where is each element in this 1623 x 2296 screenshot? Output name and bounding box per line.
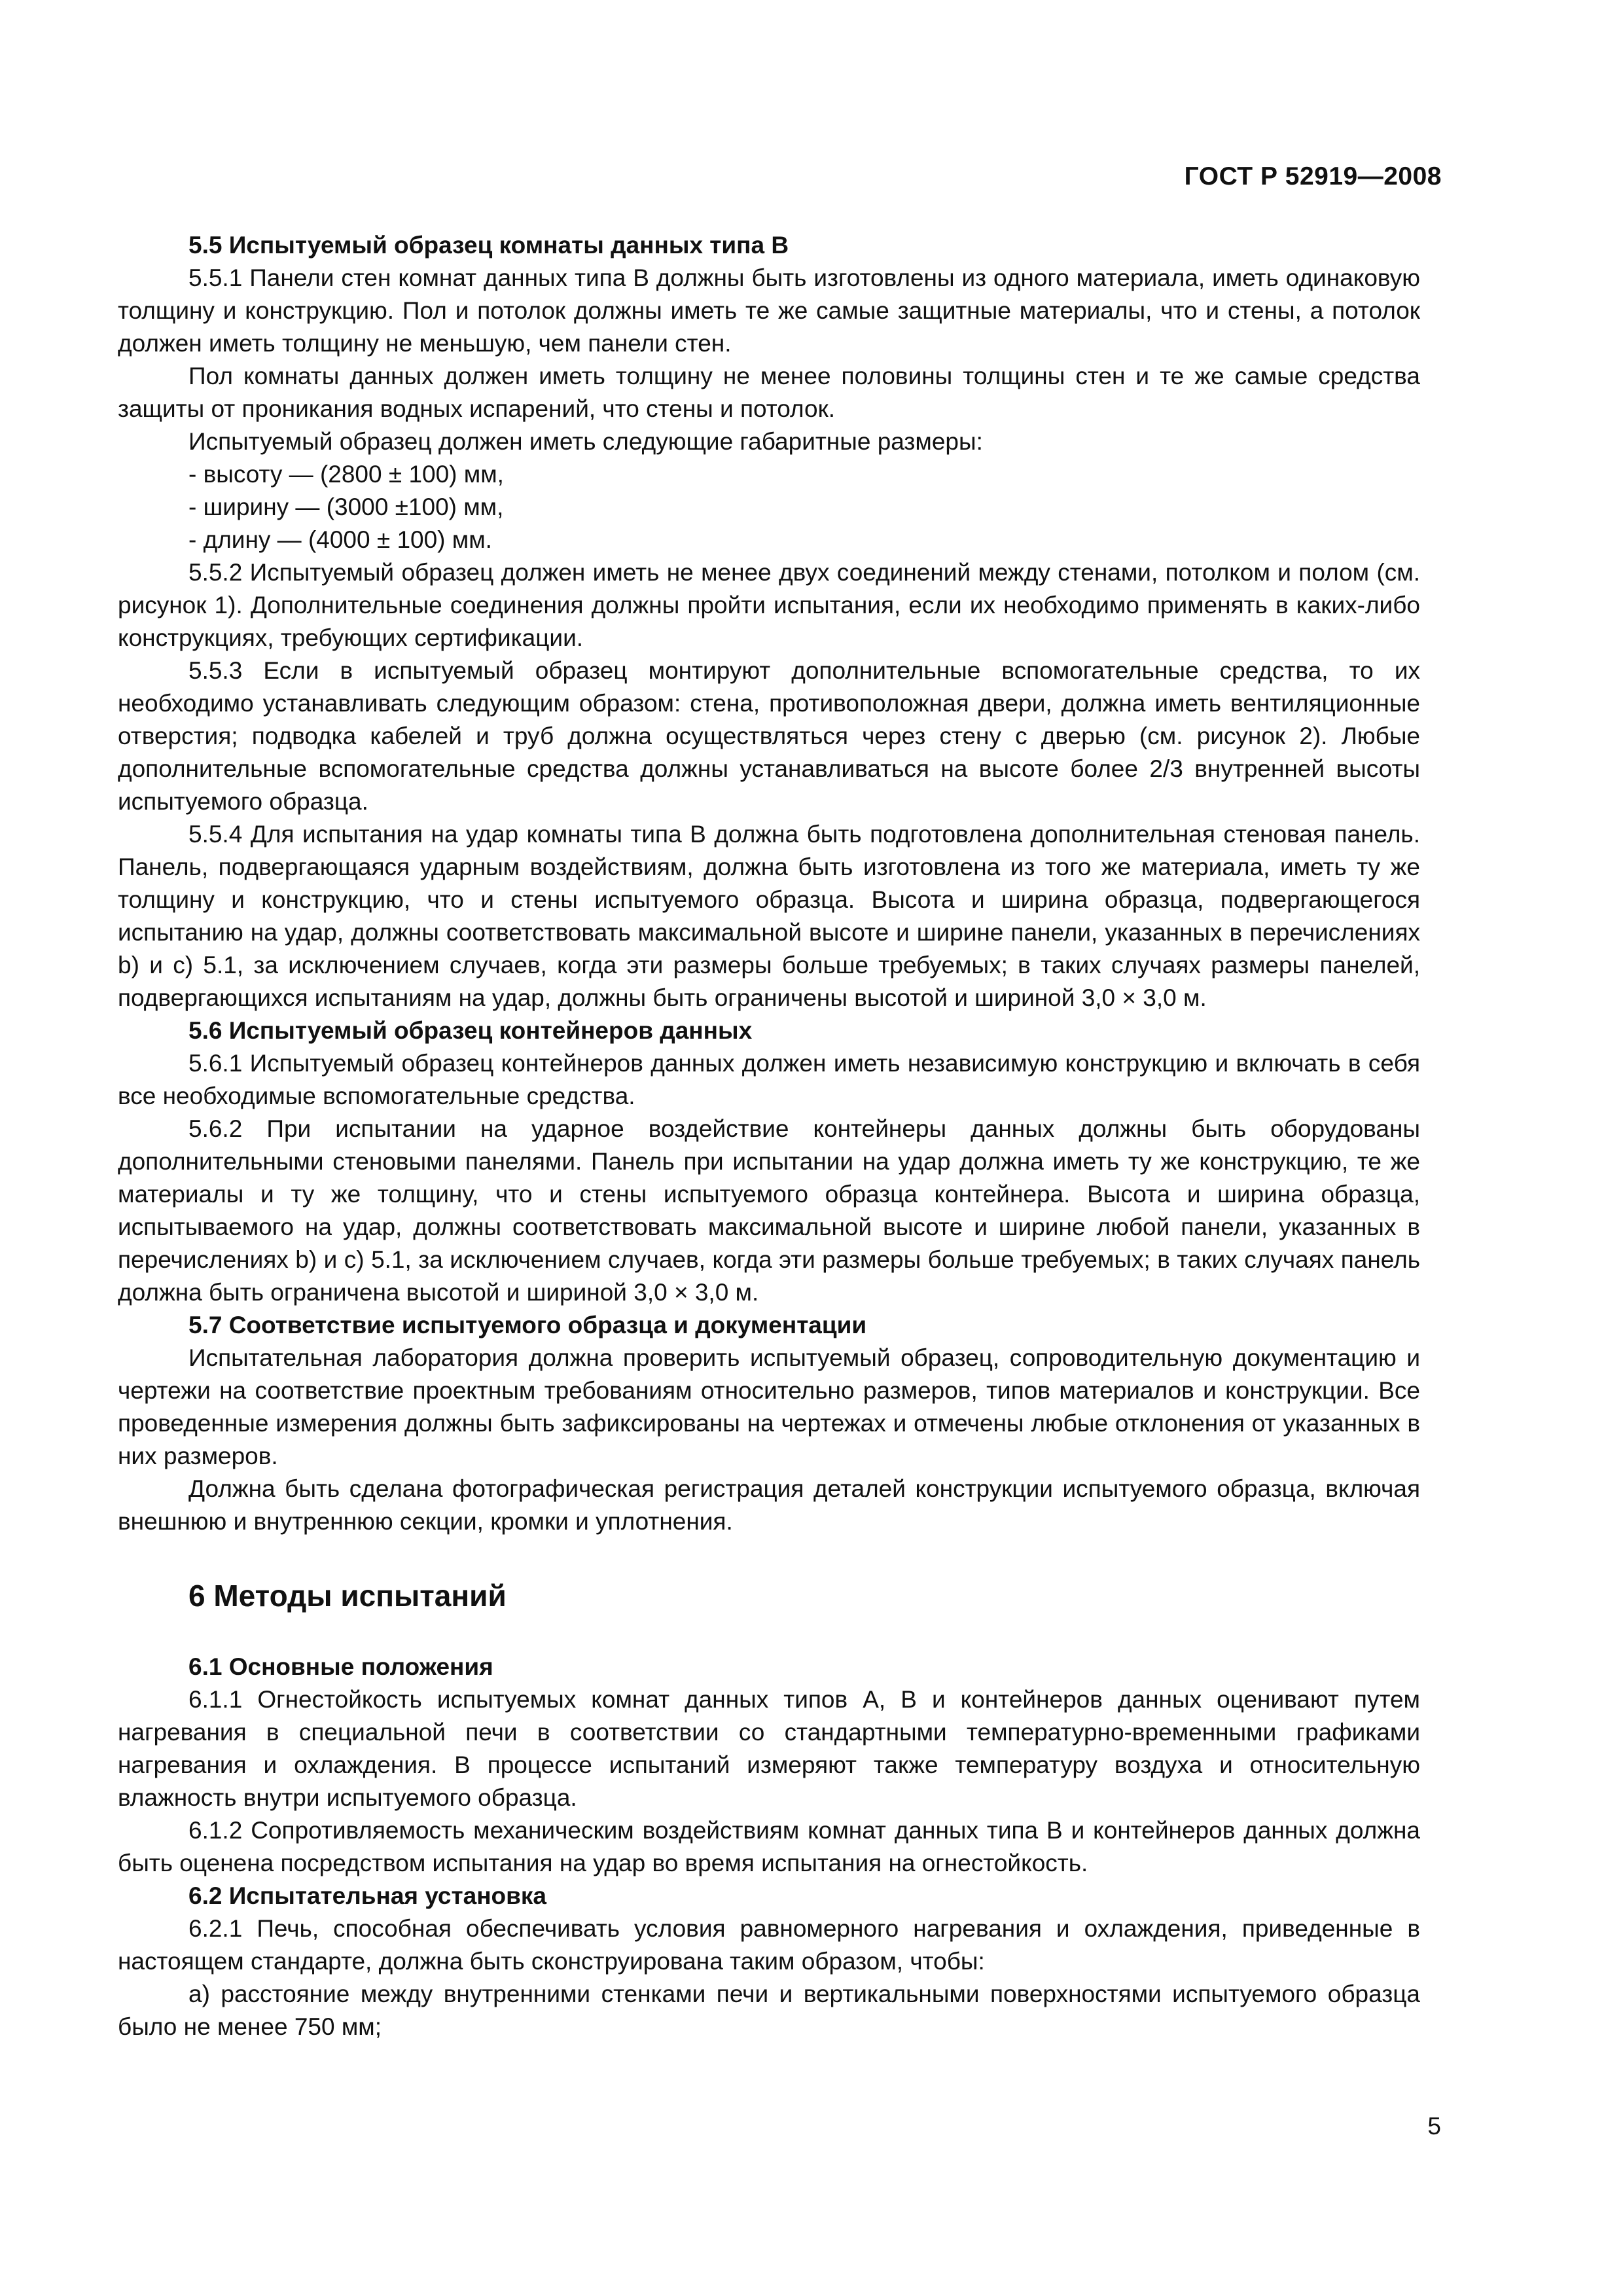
paragraph-floor: Пол комнаты данных должен иметь толщину не менее половины толщины стен и те же самые средства защиты от проникания водных испарений, что стены и потолок. [118, 363, 1420, 422]
page-number: 5 [1427, 2113, 1441, 2140]
section-heading-5-5: 5.5 Испытуемый образец комнаты данных типа В [188, 232, 789, 259]
paragraph-5-5-3: 5.5.3 Если в испытуемый образец монтируют дополнительные вспомогательные средства, то их необходимо устанавливать следующим образом: стена, противоположная двери, должна иметь вентиляционные отверстия; подводка кабелей и труб должна осуществляться через стену с дверью (см. рисунок 2). Любые дополнительные вспомогательные средства должны устанавливаться на высоте более 2/3 внутренней высоты испытуемого образца. [118, 657, 1420, 815]
list-item: - высоту — (2800 ± 100) мм, [188, 461, 504, 488]
section-heading-6-1: 6.1 Основные положения [188, 1653, 493, 1680]
paragraph-5-5-1: 5.5.1 Панели стен комнат данных типа В должны быть изготовлены из одного материала, иметь одинаковую толщину и конструкцию. Пол и потолок должны иметь те же самые защитные материалы, что и стены, а потолок должен иметь толщину не меньшую, чем панели стен. [118, 264, 1420, 357]
paragraph-6-2-1-a: а) расстояние между внутренними стенками печи и вертикальными поверхностями испытуемого образца было не менее 750 мм; [118, 1981, 1420, 2040]
paragraph-5-7-a: Испытательная лаборатория должна проверить испытуемый образец, сопроводительную документацию и чертежи на соответствие проектным требованиям относительно размеров, типов материалов и конструкции. Все проведенные измерения должны быть зафиксированы на чертежах и отмечены любые отклонения от указанных в них размеров. [118, 1344, 1420, 1469]
list-item: - длину — (4000 ± 100) мм. [188, 526, 492, 553]
paragraph-5-5-4: 5.5.4 Для испытания на удар комнаты типа В должна быть подготовлена дополнительная стеновая панель. Панель, подвергающаяся ударным воздействиям, должна быть изготовлена из того же материала, иметь ту же толщину и конструкцию, что и стены испытуемого образца. Высота и ширина образца, подвергающегося испытанию на удар, должны соответствовать максимальной высоте и ширине панели, указанных в перечислениях b) и с) 5.1, за исключением случаев, когда эти размеры больше требуемых; в таких случаях размеры панелей, подвергающихся испытаниям на удар, должны быть ограничены высотой и шириной 3,0 × 3,0 м. [118, 821, 1420, 1011]
document-body [118, 229, 1420, 2043]
paragraph-5-6-2: 5.6.2 При испытании на ударное воздействие контейнеры данных должны быть оборудованы дополнительными стеновыми панелями. Панель при испытании на удар должна иметь ту же конструкцию, те же материалы и ту же толщину, что и стены испытуемого образца контейнера. Высота и ширина образца, испытываемого на удар, должны соответствовать максимальной высоте и ширине любой панели, указанных в перечислениях b) и с) 5.1, за исключением случаев, когда эти размеры больше требуемых; в таких случаях панель должна быть ограничена высотой и шириной 3,0 × 3,0 м. [118, 1115, 1420, 1306]
section-heading-5-6: 5.6 Испытуемый образец контейнеров данных [188, 1017, 753, 1044]
paragraph-6-1-1: 6.1.1 Огнестойкость испытуемых комнат данных типов А, В и контейнеров данных оценивают путем нагревания в специальной печи в соответствии со стандартными температурно-временными графиками нагревания и охлаждения. В процессе испытаний измеряют также температуру воздуха и относительную влажность внутри испытуемого образца. [118, 1686, 1420, 1811]
paragraph-6-1-2: 6.1.2 Сопротивляемость механическим воздействиям комнат данных типа В и контейнеров данных должна быть оценена посредством испытания на удар во время испытания на огнестойкость. [118, 1817, 1420, 1876]
section-heading-6-2: 6.2 Испытательная установка [188, 1882, 546, 1909]
paragraph-5-6-1: 5.6.1 Испытуемый образец контейнеров данных должен иметь независимую конструкцию и включать в себя все необходимые вспомогательные средства. [118, 1050, 1420, 1109]
paragraph-dimensions-intro: Испытуемый образец должен иметь следующие габаритные размеры: [188, 428, 983, 455]
chapter-heading-6: 6 Методы испытаний [188, 1579, 507, 1613]
section-heading-5-7: 5.7 Соответствие испытуемого образца и документации [188, 1312, 867, 1338]
paragraph-5-5-2: 5.5.2 Испытуемый образец должен иметь не менее двух соединений между стенами, потолком и полом (см. рисунок 1). Дополнительные соединения должны пройти испытания, если их необходимо применять в каких-либо конструкциях, требующих сертификации. [118, 559, 1420, 651]
document-id-header: ГОСТ Р 52919—2008 [1184, 162, 1442, 190]
paragraph-5-7-b: Должна быть сделана фотографическая регистрация деталей конструкции испытуемого образца, включая внешнюю и внутреннюю секции, кромки и уплотнения. [118, 1475, 1420, 1535]
paragraph-6-2-1: 6.2.1 Печь, способная обеспечивать условия равномерного нагревания и охлаждения, приведенные в настоящем стандарте, должна быть сконструирована таким образом, чтобы: [118, 1915, 1420, 1975]
list-item: - ширину — (3000 ±100) мм, [188, 493, 504, 520]
dimensions-list [118, 458, 1420, 556]
